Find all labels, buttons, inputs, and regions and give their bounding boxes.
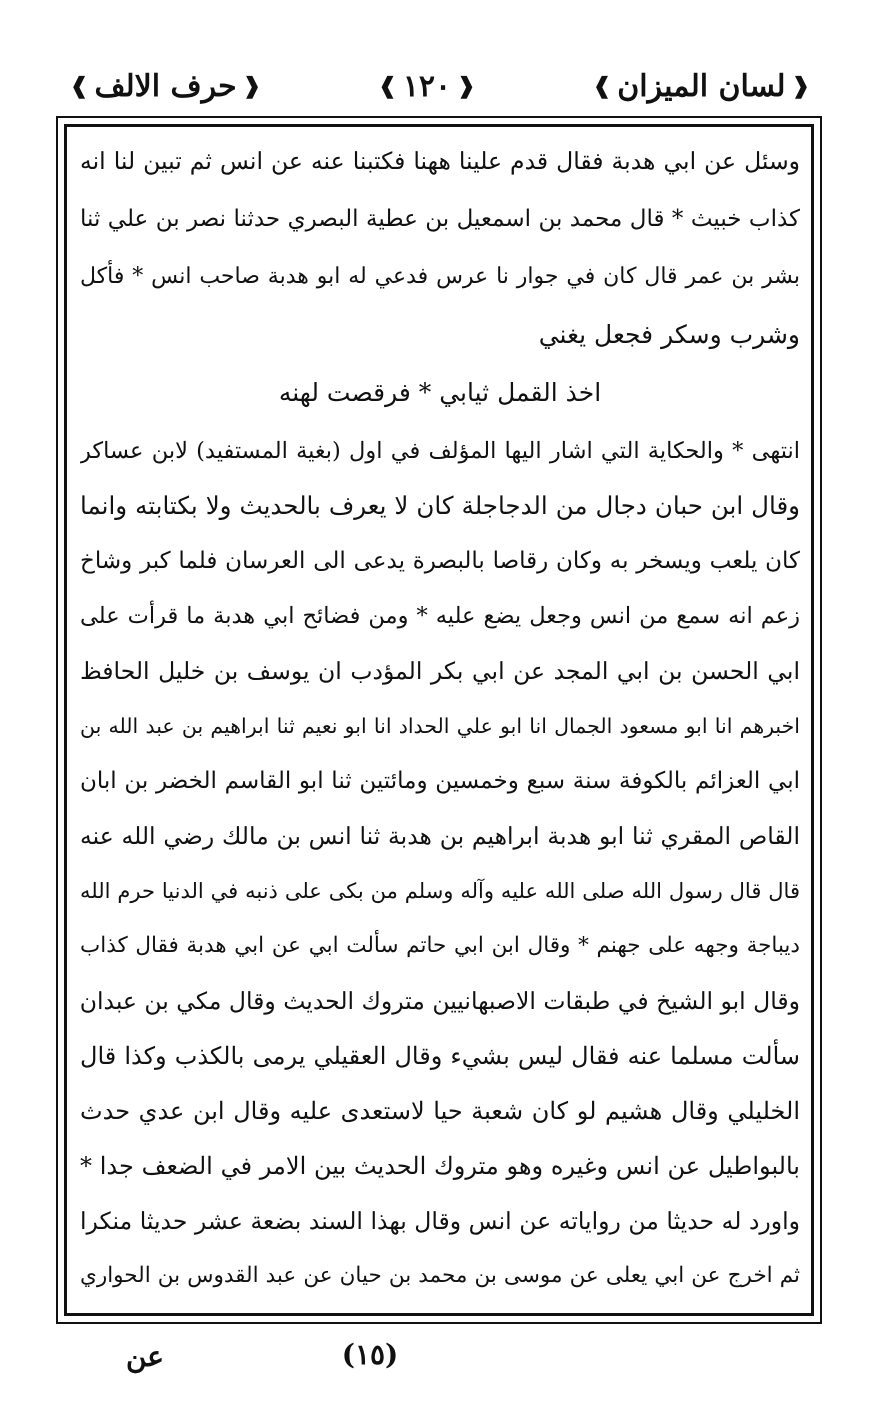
- text-line: كذاب خبيث * قال محمد بن اسمعيل بن عطية البصري حدثنا نصر بن علي ثنا: [80, 206, 800, 232]
- text-line: القاص المقري ثنا ابو هدبة ابراهيم بن هدبة ثنا انس بن مالك رضي الله عنه: [80, 822, 800, 850]
- text-line: وسئل عن ابي هدبة فقال قدم علينا ههنا فكتبنا عنه عن انس ثم تبين لنا انه: [80, 147, 800, 175]
- header-book-title-text: لسان الميزان: [617, 68, 786, 104]
- ornament-right-icon: ❱: [457, 73, 476, 99]
- text-line: ثم اخرج عن ابي يعلى عن موسى بن محمد بن حيان عن عبد القدوس بن الحواري: [80, 1263, 800, 1288]
- text-line: زعم انه سمع من انس وجعل يضع عليه * ومن فضائح ابي هدبة ما قرأت على: [80, 603, 800, 629]
- verse-line: اخذ القمل ثيابي * فرقصت لهنه: [278, 378, 602, 407]
- text-line: سألت مسلما عنه فقال ليس بشيء وقال العقيلي يرمى بالكذب وكذا قال: [80, 1042, 800, 1070]
- signature-mark: (١٥): [341, 1338, 399, 1371]
- text-line: بالبواطيل عن انس وغيره وهو متروك الحديث بين الامر في الضعف جدا *: [80, 1152, 800, 1180]
- text-line: واورد له حديثا من رواياته عن انس وقال بهذا السند بضعة عشر حديثا منكرا: [80, 1207, 800, 1235]
- header-section-text: حرف الالف: [94, 68, 237, 104]
- ornament-right-icon: ❱: [791, 73, 810, 99]
- text-line: وقال ابو الشيخ في طبقات الاصبهانيين متروك الحديث وقال مكي بن عبدان: [80, 987, 800, 1015]
- text-line: قال قال رسول الله صلى الله عليه وآله وسلم من بكى على ذنبه في الدنيا حرم الله: [80, 879, 800, 903]
- header-page-number-text: ١٢٠: [402, 68, 452, 104]
- catchword: عن: [125, 1340, 165, 1373]
- ornament-left-icon: ❰: [592, 73, 612, 99]
- header-section: [70, 69, 261, 104]
- body-text: [80, 132, 800, 1312]
- running-header: [70, 58, 810, 114]
- text-line: بشر بن عمر قال كان في جوار نا عرس فدعي له ابو هدبة صاحب انس * فأكل: [80, 264, 800, 289]
- ornament-left-icon: ❰: [70, 73, 89, 99]
- header-book-title: [593, 69, 810, 104]
- header-page-number: [378, 69, 475, 104]
- ornament-right-icon: ❱: [242, 73, 262, 99]
- text-line: ديباجة وجهه على جهنم * وقال ابن ابي حاتم سألت ابي عن ابي هدبة فقال كذاب: [80, 933, 800, 958]
- text-line: ابي العزائم بالكوفة سنة سبع وخمسين ومائتين ثنا ابو القاسم الخضر بن ابان: [80, 768, 800, 794]
- text-line: انتهى * والحكاية التي اشار اليها المؤلف في اول (بغية المستفيد) لابن عساكر: [80, 438, 800, 464]
- text-line: الخليلي وقال هشيم لو كان شعبة حيا لاستعدى عليه وقال ابن عدي حدث: [80, 1097, 800, 1125]
- text-line: ابي الحسن بن ابي المجد عن ابي بكر المؤدب ان يوسف بن خليل الحافظ: [80, 657, 800, 685]
- text-line: وقال ابن حبان دجال من الدجاجلة كان لا يعرف بالحديث ولا بكتابته وانما: [80, 491, 800, 520]
- ornament-left-icon: ❰: [378, 73, 397, 99]
- text-line: كان يلعب ويسخر به وكان رقاصا بالبصرة يدعى الى العرسان فلما كبر وشاخ: [80, 548, 800, 574]
- text-line: اخبرهم انا ابو مسعود الجمال انا ابو علي الحداد انا ابو نعيم ثنا ابراهيم بن عبد الله بن: [80, 714, 800, 738]
- text-line: وشرب وسكر فجعل يغني: [538, 320, 800, 349]
